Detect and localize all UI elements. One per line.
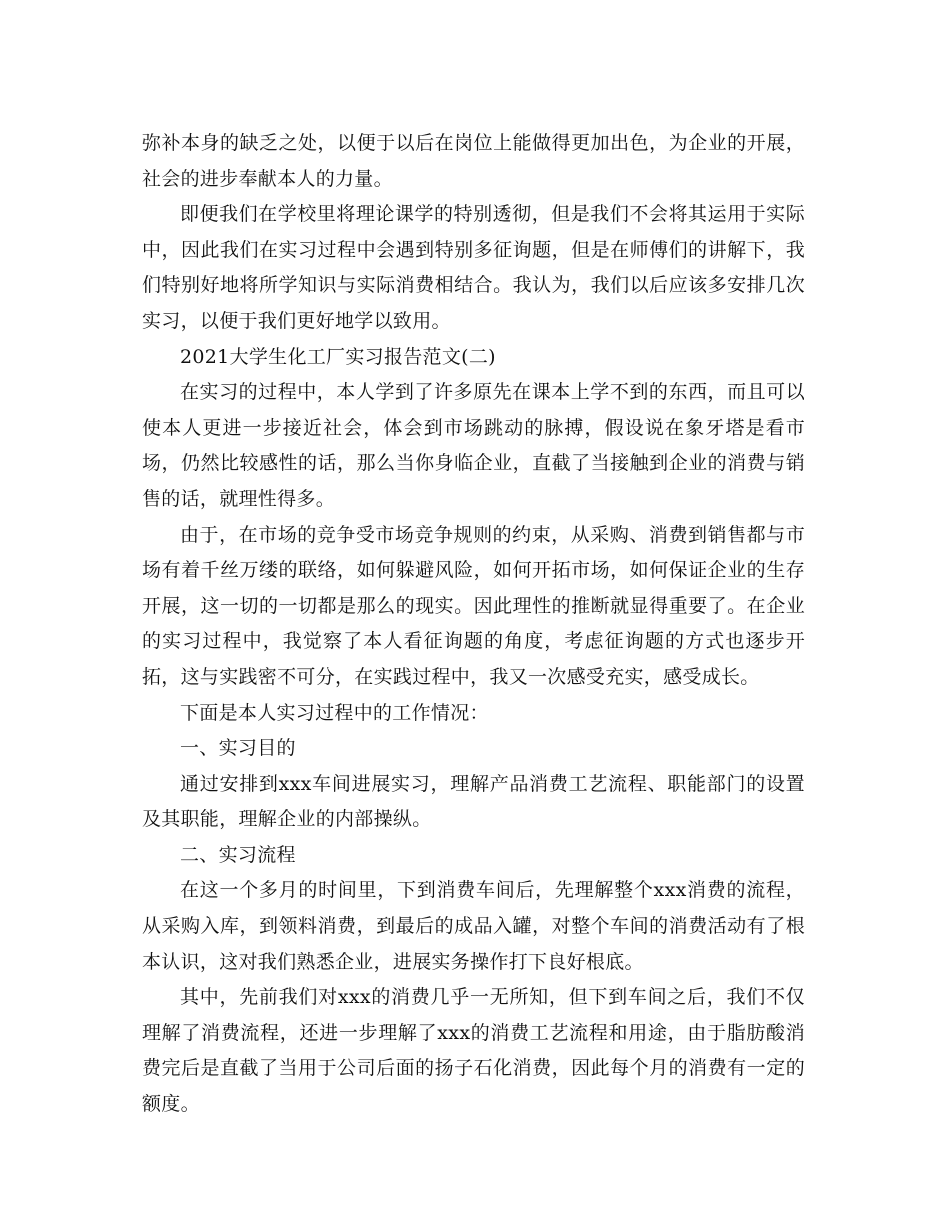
paragraph: 即便我们在学校里将理论课学的特别透彻，但是我们不会将其运用于实际中，因此我们在实习过程中会遇到特别多征询题，但是在师傅们的讲解下，我们特别好地将所学知识与实际消费相结合。我认为，我们以后应该多安排几次实习，以便于我们更好地学以致用。: [142, 203, 805, 332]
paragraph: 在这一个多月的时间里，下到消费车间后，先理解整个xxx消费的流程，从采购入库，到领料消费，到最后的成品入罐，对整个车间的消费活动有了根本认识，这对我们熟悉企业，进展实务操作打下良好根底。: [142, 879, 805, 973]
paragraph: 下面是本人实习过程中的工作情况：: [180, 701, 489, 724]
paragraph: 在实习的过程中，本人学到了许多原先在课本上学不到的东西，而且可以使本人更进一步接近社会，体会到市场跳动的脉搏，假设说在象牙塔是看市场，仍然比较感性的话，那么当你身临企业，直截了当接触到企业的消费与销售的话，就理性得多。: [142, 381, 805, 510]
section-title: 2021大学生化工厂实习报告范文(二): [180, 345, 496, 368]
paragraph: 其中，先前我们对xxx的消费几乎一无所知，但下到车间之后，我们不仅理解了消费流程，还进一步理解了xxx的消费工艺流程和用途，由于脂肪酸消费完后是直截了当用于公司后面的扬子石化消费，因此每个月的消费有一定的额度。: [142, 986, 805, 1116]
section-heading: 一、实习目的: [180, 737, 296, 760]
paragraph: 通过安排到xxx车间进展实习，理解产品消费工艺流程、职能部门的设置及其职能，理解企业的内部操纵。: [142, 772, 805, 831]
document-body: [142, 126, 805, 1123]
paragraph: 由于，在市场的竞争受市场竞争规则的约束，从采购、消费到销售都与市场有着千丝万缕的联络，如何躲避风险，如何开拓市场，如何保证企业的生存开展，这一切的一切都是那么的现实。因此理性的推断就显得重要了。在企业的实习过程中，我觉察了本人看征询题的角度，考虑征询题的方式也逐步开拓，这与实践密不可分，在实践过程中，我又一次感受充实，感受成长。: [142, 523, 805, 688]
section-heading: 二、实习流程: [180, 843, 296, 866]
paragraph: 弥补本身的缺乏之处，以便于以后在岗位上能做得更加出色，为企业的开展，社会的进步奉献本人的力量。: [142, 132, 805, 190]
